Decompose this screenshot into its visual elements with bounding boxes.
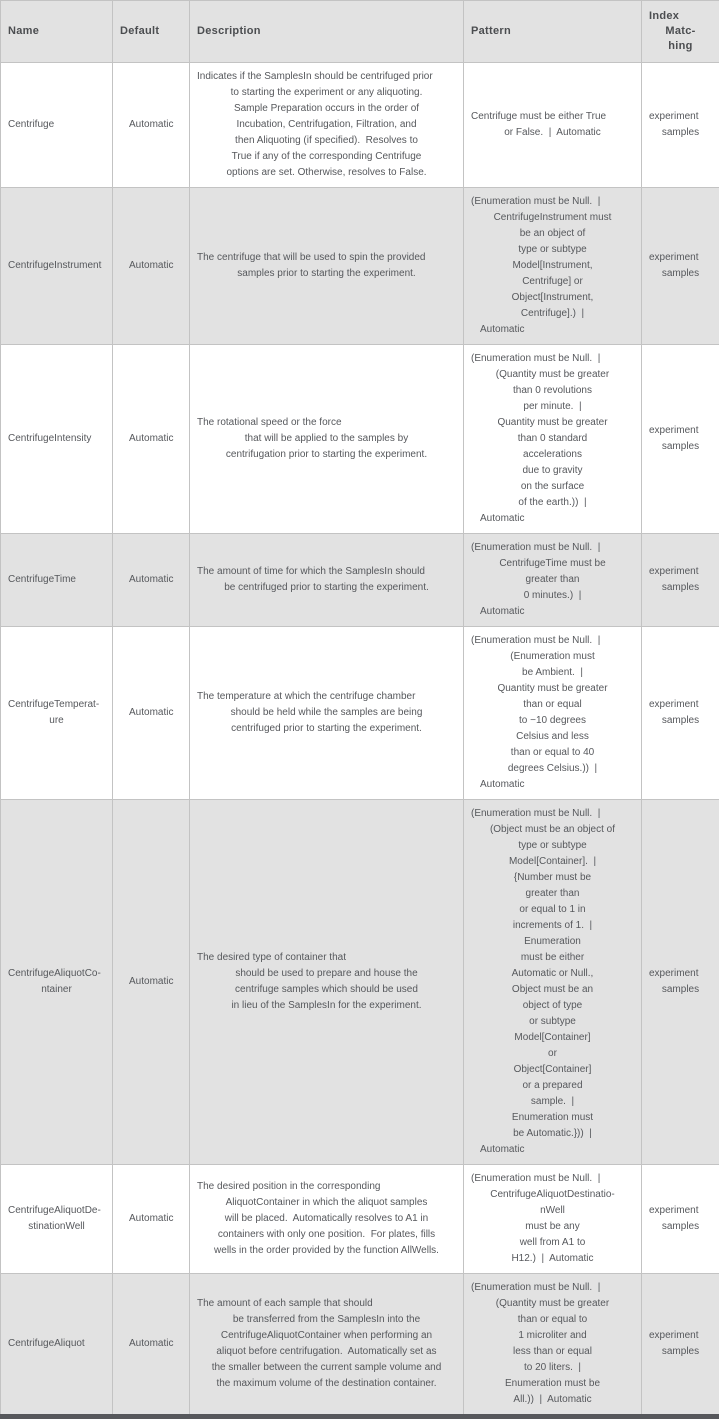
text-line: Matc- — [649, 24, 712, 39]
text-line: than or equal to 40 — [471, 745, 634, 761]
text-line: degrees Celsius.)) | — [471, 761, 634, 777]
text-line: greater than — [471, 886, 634, 902]
text-line: Automatic — [120, 1211, 182, 1227]
text-line: (Object must be an object of — [471, 822, 634, 838]
text-line: be Ambient. | — [471, 665, 634, 681]
text-line: CentrifugeAliquotDestinatio- — [471, 1187, 634, 1203]
text-line: object of type — [471, 998, 634, 1014]
text-line: Automatic — [471, 511, 634, 527]
text-line: The temperature at which the centrifuge chamber — [197, 689, 456, 705]
text-line: ntainer — [8, 982, 105, 998]
header-cell-default — [113, 1, 190, 63]
table-row — [1, 345, 719, 534]
text-line: ure — [8, 713, 105, 729]
text-line: Enumeration must be — [471, 1376, 634, 1392]
text-line: Automatic — [471, 322, 634, 338]
table-header — [1, 1, 719, 63]
text-line: (Quantity must be greater — [471, 1296, 634, 1312]
text-line: or subtype — [471, 1014, 634, 1030]
text-line: in lieu of the SamplesIn for the experiment. — [197, 998, 456, 1014]
text-line: CentrifugeTime — [8, 572, 105, 588]
text-line: or a prepared — [471, 1078, 634, 1094]
text-line: or — [471, 1046, 634, 1062]
text-line: samples — [649, 1344, 712, 1360]
text-line: The desired position in the corresponding — [197, 1179, 456, 1195]
text-line: increments of 1. | — [471, 918, 634, 934]
text-line: Index — [649, 9, 712, 24]
text-line: Automatic — [120, 705, 182, 721]
cell-index-matching — [642, 1274, 719, 1417]
text-line: the maximum volume of the destination container. — [197, 1376, 456, 1392]
text-line: nWell — [471, 1203, 634, 1219]
cell-name — [1, 188, 113, 345]
text-line: type or subtype — [471, 838, 634, 854]
text-line: Model[Instrument, — [471, 258, 634, 274]
text-line: than 0 standard — [471, 431, 634, 447]
text-line: experiment — [649, 1203, 712, 1219]
text-line: will be placed. Automatically resolves to A1 in — [197, 1211, 456, 1227]
text-line: Description — [197, 24, 456, 39]
text-line: Quantity must be greater — [471, 681, 634, 697]
text-line: Automatic — [120, 572, 182, 588]
text-line: should be held while the samples are being — [197, 705, 456, 721]
text-line: CentrifugeTemperat- — [8, 697, 105, 713]
text-line: All.)) | Automatic — [471, 1392, 634, 1408]
text-line: Automatic — [471, 777, 634, 793]
text-line: Name — [8, 24, 105, 39]
table-row — [1, 627, 719, 800]
cell-description — [190, 188, 464, 345]
text-line: greater than — [471, 572, 634, 588]
table-row — [1, 188, 719, 345]
text-line: Model[Container] — [471, 1030, 634, 1046]
cell-index-matching — [642, 1165, 719, 1274]
cell-name — [1, 534, 113, 627]
text-line: must be any — [471, 1219, 634, 1235]
text-line: Celsius and less — [471, 729, 634, 745]
text-line: Sample Preparation occurs in the order of — [197, 101, 456, 117]
text-line: Automatic — [120, 431, 182, 447]
text-line: samples prior to starting the experiment. — [197, 266, 456, 282]
text-line: Indicates if the SamplesIn should be centrifuged prior — [197, 69, 456, 85]
text-line: experiment — [649, 564, 712, 580]
text-line: Quantity must be greater — [471, 415, 634, 431]
text-line: 1 microliter and — [471, 1328, 634, 1344]
text-line: accelerations — [471, 447, 634, 463]
text-line: experiment — [649, 1328, 712, 1344]
text-line: Pattern — [471, 24, 634, 39]
text-line: experiment — [649, 966, 712, 982]
text-line: CentrifugeAliquot — [8, 1336, 105, 1352]
text-line: containers with only one position. For plates, fills — [197, 1227, 456, 1243]
text-line: than 0 revolutions — [471, 383, 634, 399]
text-line: Object must be an — [471, 982, 634, 998]
text-line: to 20 liters. | — [471, 1360, 634, 1376]
text-line: (Enumeration must be Null. | — [471, 806, 634, 822]
text-line: experiment — [649, 423, 712, 439]
header-cell-pattern — [464, 1, 642, 63]
text-line: Object[Instrument, — [471, 290, 634, 306]
text-line: The amount of each sample that should — [197, 1296, 456, 1312]
text-line: the smaller between the current sample volume and — [197, 1360, 456, 1376]
cell-default — [113, 534, 190, 627]
cell-pattern — [464, 1274, 642, 1417]
cell-index-matching — [642, 63, 719, 188]
text-line: hing — [649, 39, 712, 54]
text-line: AliquotContainer in which the aliquot samples — [197, 1195, 456, 1211]
text-line: options are set. Otherwise, resolves to False. — [197, 165, 456, 181]
text-line: samples — [649, 439, 712, 455]
cell-name — [1, 627, 113, 800]
text-line: samples — [649, 713, 712, 729]
text-line: CentrifugeIntensity — [8, 431, 105, 447]
cell-pattern — [464, 63, 642, 188]
text-line: The desired type of container that — [197, 950, 456, 966]
text-line: CentrifugeAliquotCo- — [8, 966, 105, 982]
text-line: wells in the order provided by the function AllWells. — [197, 1243, 456, 1259]
text-line: should be used to prepare and house the — [197, 966, 456, 982]
cell-description — [190, 63, 464, 188]
text-line: (Enumeration must be Null. | — [471, 633, 634, 649]
text-line: Object[Container] — [471, 1062, 634, 1078]
text-line: that will be applied to the samples by — [197, 431, 456, 447]
cell-name — [1, 800, 113, 1165]
table-row — [1, 1165, 719, 1274]
table-body — [1, 63, 719, 1417]
cell-name — [1, 63, 113, 188]
text-line: be Automatic.})) | — [471, 1126, 634, 1142]
text-line: CentrifugeInstrument must — [471, 210, 634, 226]
cell-index-matching — [642, 534, 719, 627]
cell-index-matching — [642, 345, 719, 534]
header-cell-index-matching — [642, 1, 719, 63]
text-line: (Enumeration must — [471, 649, 634, 665]
text-line: Automatic — [120, 1336, 182, 1352]
cell-description — [190, 800, 464, 1165]
text-line: Enumeration must — [471, 1110, 634, 1126]
text-line: Incubation, Centrifugation, Filtration, and — [197, 117, 456, 133]
text-line: Automatic — [471, 604, 634, 620]
text-line: aliquot before centrifugation. Automatically set as — [197, 1344, 456, 1360]
text-line: on the surface — [471, 479, 634, 495]
cell-default — [113, 1274, 190, 1417]
text-line: (Enumeration must be Null. | — [471, 1280, 634, 1296]
text-line: or equal to 1 in — [471, 902, 634, 918]
text-line: Centrifuge — [8, 117, 105, 133]
cell-pattern — [464, 627, 642, 800]
text-line: samples — [649, 266, 712, 282]
cell-index-matching — [642, 627, 719, 800]
text-line: then Aliquoting (if specified). Resolves to — [197, 133, 456, 149]
text-line: Default — [120, 24, 182, 39]
table-row — [1, 534, 719, 627]
text-line: of the earth.)) | — [471, 495, 634, 511]
cell-pattern — [464, 345, 642, 534]
text-line: centrifuged prior to starting the experiment. — [197, 721, 456, 737]
cell-pattern — [464, 800, 642, 1165]
text-line: Centrifuge must be either True — [471, 109, 634, 125]
text-line: (Enumeration must be Null. | — [471, 540, 634, 556]
text-line: samples — [649, 982, 712, 998]
text-line: be an object of — [471, 226, 634, 242]
cell-description — [190, 627, 464, 800]
table-row — [1, 800, 719, 1165]
text-line: or False. | Automatic — [471, 125, 634, 141]
text-line: CentrifugeAliquotDe- — [8, 1203, 105, 1219]
table-row — [1, 63, 719, 188]
text-line: well from A1 to — [471, 1235, 634, 1251]
text-line: Automatic — [120, 258, 182, 274]
text-line: be centrifuged prior to starting the experiment. — [197, 580, 456, 596]
cell-pattern — [464, 188, 642, 345]
table-row — [1, 1274, 719, 1417]
text-line: must be either — [471, 950, 634, 966]
text-line: H12.) | Automatic — [471, 1251, 634, 1267]
text-line: stinationWell — [8, 1219, 105, 1235]
text-line: experiment — [649, 697, 712, 713]
text-line: per minute. | — [471, 399, 634, 415]
text-line: centrifuge samples which should be used — [197, 982, 456, 998]
cell-pattern — [464, 1165, 642, 1274]
text-line: Automatic — [120, 117, 182, 133]
text-line: to starting the experiment or any aliquoting. — [197, 85, 456, 101]
cell-index-matching — [642, 800, 719, 1165]
text-line: True if any of the corresponding Centrifuge — [197, 149, 456, 165]
text-line: {Number must be — [471, 870, 634, 886]
text-line: samples — [649, 580, 712, 596]
text-line: than or equal to — [471, 1312, 634, 1328]
text-line: The centrifuge that will be used to spin the provided — [197, 250, 456, 266]
text-line: (Enumeration must be Null. | — [471, 1171, 634, 1187]
text-line: (Enumeration must be Null. | — [471, 351, 634, 367]
cell-default — [113, 345, 190, 534]
text-line: due to gravity — [471, 463, 634, 479]
text-line: Model[Container]. | — [471, 854, 634, 870]
cell-index-matching — [642, 188, 719, 345]
text-line: The rotational speed or the force — [197, 415, 456, 431]
cell-name — [1, 345, 113, 534]
text-line: CentrifugeAliquotContainer when performing an — [197, 1328, 456, 1344]
text-line: experiment — [649, 109, 712, 125]
text-line: to −10 degrees — [471, 713, 634, 729]
cell-default — [113, 627, 190, 800]
cell-description — [190, 345, 464, 534]
cell-pattern — [464, 534, 642, 627]
text-line: samples — [649, 1219, 712, 1235]
text-line: (Quantity must be greater — [471, 367, 634, 383]
text-line: sample. | — [471, 1094, 634, 1110]
cell-default — [113, 63, 190, 188]
cell-description — [190, 1165, 464, 1274]
text-line: CentrifugeInstrument — [8, 258, 105, 274]
text-line: Automatic — [471, 1142, 634, 1158]
cell-name — [1, 1274, 113, 1417]
text-line: be transferred from the SamplesIn into the — [197, 1312, 456, 1328]
text-line: Automatic — [120, 974, 182, 990]
text-line: 0 minutes.) | — [471, 588, 634, 604]
cell-name — [1, 1165, 113, 1274]
text-line: less than or equal — [471, 1344, 634, 1360]
text-line: type or subtype — [471, 242, 634, 258]
text-line: The amount of time for which the SamplesIn should — [197, 564, 456, 580]
cell-description — [190, 1274, 464, 1417]
text-line: than or equal — [471, 697, 634, 713]
header-cell-name — [1, 1, 113, 63]
cell-default — [113, 188, 190, 345]
text-line: Centrifuge].) | — [471, 306, 634, 322]
text-line: experiment — [649, 250, 712, 266]
text-line: centrifugation prior to starting the experiment. — [197, 447, 456, 463]
text-line: CentrifugeTime must be — [471, 556, 634, 572]
header-cell-description — [190, 1, 464, 63]
text-line: Automatic or Null., — [471, 966, 634, 982]
text-line: Centrifuge] or — [471, 274, 634, 290]
header-row — [1, 1, 719, 63]
cell-default — [113, 800, 190, 1165]
text-line: Enumeration — [471, 934, 634, 950]
cell-default — [113, 1165, 190, 1274]
text-line: samples — [649, 125, 712, 141]
text-line: (Enumeration must be Null. | — [471, 194, 634, 210]
cell-description — [190, 534, 464, 627]
